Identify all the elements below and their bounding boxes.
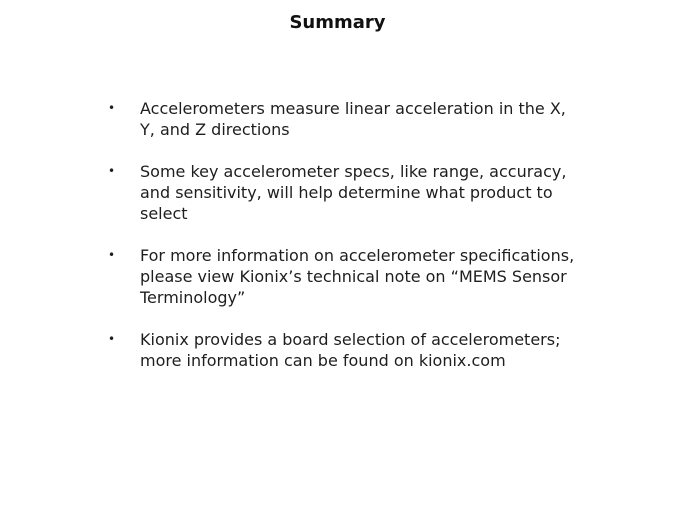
bullet-dot-icon: • xyxy=(108,332,116,346)
bullet-item xyxy=(108,329,578,371)
bullet-dot-icon: • xyxy=(108,248,116,262)
bullet-text: Some key accelerometer specs, like range, accuracy, and sensitivity, will help determine what product to select xyxy=(140,162,567,223)
bullet-item xyxy=(108,98,578,140)
slide-title: Summary xyxy=(289,12,386,33)
bullet-text: Accelerometers measure linear acceleration in the X, Y, and Z directions xyxy=(140,99,566,139)
bullet-item xyxy=(108,245,578,308)
bullet-list xyxy=(108,98,578,392)
bullet-dot-icon: • xyxy=(108,164,116,178)
bullet-text: For more information on accelerometer specifications, please view Kionix’s technical note on “MEMS Sensor Terminology” xyxy=(140,246,575,307)
bullet-item xyxy=(108,161,578,224)
bullet-text: Kionix provides a board selection of accelerometers; more information can be found on kionix.com xyxy=(140,330,561,370)
bullet-dot-icon: • xyxy=(108,101,116,115)
